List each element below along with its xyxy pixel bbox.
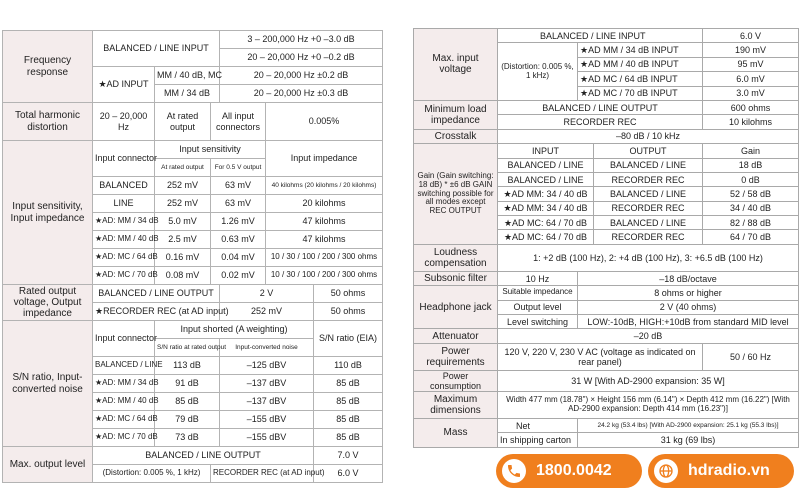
sn-rated-value: 113 dB xyxy=(155,357,220,375)
fr-ad-input-label: ★AD INPUT xyxy=(93,67,155,103)
sens-impedance: 10 / 30 / 100 / 200 / 300 ohms xyxy=(266,267,383,285)
rated-rec-impedance: 50 ohms xyxy=(314,303,383,321)
sn-connector: ★AD: MM / 40 dB xyxy=(93,393,155,411)
sens-05v-value: 63 mV xyxy=(211,177,266,195)
mass-shipping-label: In shipping carton xyxy=(498,433,578,447)
sens-05v-value: 0.04 mV xyxy=(211,249,266,267)
sens-rated-value: 0.08 mV xyxy=(155,267,211,285)
right-spec-table xyxy=(413,28,799,448)
gain-input: ★AD MC: 64 / 70 dB xyxy=(498,230,594,244)
sens-impedance: 47 kilohms xyxy=(266,231,383,249)
hp-impedance-value: 8 ohms or higher xyxy=(578,286,799,300)
gain-header-input: INPUT xyxy=(498,144,594,158)
sn-rated-value: 85 dB xyxy=(155,393,220,411)
fr-balanced-value-1: 3 – 200,000 Hz +0 –3.0 dB xyxy=(220,31,383,49)
sens-rated-value: 2.5 mV xyxy=(155,231,211,249)
sens-connector: ★AD: MC / 64 dB xyxy=(93,249,155,267)
hp-switching-label: Level switching xyxy=(498,315,578,329)
sens-impedance: 40 kilohms (20 kilohms / 20 kilohms) xyxy=(266,177,383,195)
max-input-label: Max. input voltage xyxy=(414,29,498,101)
gain-value: 64 / 70 dB xyxy=(703,230,799,244)
maxin-input-label: ★AD MM / 34 dB INPUT xyxy=(578,43,703,57)
fr-mm40-label: MM / 40 dB, MC xyxy=(155,67,220,85)
subsonic-frequency: 10 Hz xyxy=(498,271,578,285)
gain-output: BALANCED / LINE xyxy=(594,158,703,172)
dimensions-label: Maximum dimensions xyxy=(414,391,498,418)
sens-impedance: 47 kilohms xyxy=(266,213,383,231)
rated-rec-label: ★RECORDER REC (at AD input) xyxy=(93,303,220,321)
fr-mm34-value: 20 – 20,000 Hz ±0.3 dB xyxy=(220,85,383,103)
globe-icon xyxy=(654,459,678,483)
sn-rated-value: 79 dB xyxy=(155,411,220,429)
rated-rec-voltage: 252 mV xyxy=(220,303,314,321)
thd-all-inputs: All input connectors xyxy=(211,103,266,141)
sens-connector: ★AD: MM / 34 dB xyxy=(93,213,155,231)
sn-noise-value: –125 dBV xyxy=(220,357,314,375)
sn-eia-value: 85 dB xyxy=(314,375,383,393)
maxin-input-value: 95 mV xyxy=(703,57,799,71)
sens-impedance: 10 / 30 / 100 / 200 / 300 ohms xyxy=(266,249,383,267)
sens-05v-value: 1.26 mV xyxy=(211,213,266,231)
sens-connector: ★AD: MM / 40 dB xyxy=(93,231,155,249)
power-consumption-value: 31 W [With AD-2900 expansion: 35 W] xyxy=(498,370,799,391)
gain-value: 82 / 88 dB xyxy=(703,216,799,230)
maxout-balanced-value: 7.0 V xyxy=(314,447,383,465)
hp-output-label: Output level xyxy=(498,300,578,314)
sens-connector: LINE xyxy=(93,195,155,213)
sn-connector: ★AD: MC / 70 dB xyxy=(93,429,155,447)
fr-mm40-value: 20 – 20,000 Hz ±0.2 dB xyxy=(220,67,383,85)
subsonic-label: Subsonic filter xyxy=(414,271,498,285)
sens-header-05v: For 0.5 V output xyxy=(211,159,266,177)
sens-connector: ★AD: MC / 70 dB xyxy=(93,267,155,285)
maxout-distortion: (Distortion: 0.005 %, 1 kHz) xyxy=(93,465,211,483)
loudness-value: 1: +2 dB (100 Hz), 2: +4 dB (100 Hz), 3: +6.5 dB (100 Hz) xyxy=(498,244,799,271)
thd-value: 0.005% xyxy=(266,103,383,141)
gain-output: RECORDER REC xyxy=(594,230,703,244)
gain-label: Gain (Gain switching: 18 dB) * ±6 dB GAIN switching possible for all modes except REC OUTPUT xyxy=(414,144,498,245)
subsonic-slope: –18 dB/octave xyxy=(578,271,799,285)
gain-value: 18 dB xyxy=(703,158,799,172)
hp-impedance-label: Suitable impedance xyxy=(498,286,578,300)
crosstalk-label: Crosstalk xyxy=(414,129,498,143)
hp-output-value: 2 V (40 ohms) xyxy=(578,300,799,314)
maxout-rec-label: RECORDER REC (at AD input) xyxy=(211,465,314,483)
sens-connector: BALANCED xyxy=(93,177,155,195)
thd-rated: At rated output xyxy=(155,103,211,141)
crosstalk-value: –80 dB / 10 kHz xyxy=(498,129,799,143)
maxin-balanced-value: 6.0 V xyxy=(703,29,799,43)
sn-noise-value: –155 dBV xyxy=(220,429,314,447)
input-sensitivity-label: Input sensitivity, Input impedance xyxy=(3,141,93,285)
power-consumption-label: Power consumption xyxy=(414,370,498,391)
sn-noise-value: –137 dBV xyxy=(220,393,314,411)
sn-eia-value: 85 dB xyxy=(314,411,383,429)
maxin-input-value: 6.0 mV xyxy=(703,72,799,86)
sn-rated-value: 73 dB xyxy=(155,429,220,447)
sens-05v-value: 63 mV xyxy=(211,195,266,213)
maxin-input-value: 190 mV xyxy=(703,43,799,57)
maxin-input-label: ★AD MC / 64 dB INPUT xyxy=(578,72,703,86)
maxin-balanced-label: BALANCED / LINE INPUT xyxy=(498,29,703,43)
sn-header-eia: S/N ratio (EIA) xyxy=(314,321,383,357)
sens-header-connector: Input connector xyxy=(93,141,155,177)
sens-05v-value: 0.63 mV xyxy=(211,231,266,249)
thd-range: 20 – 20,000 Hz xyxy=(93,103,155,141)
sn-connector: BALANCED / LINE xyxy=(93,357,155,375)
sn-header-shorted: Input shorted (A weighting) xyxy=(155,321,314,339)
left-spec-table xyxy=(2,30,383,483)
thd-label: Total harmonic distortion xyxy=(3,103,93,141)
sn-connector: ★AD: MC / 64 dB xyxy=(93,411,155,429)
gain-output: BALANCED / LINE xyxy=(594,187,703,201)
sens-impedance: 20 kilohms xyxy=(266,195,383,213)
power-voltage: 120 V, 220 V, 230 V AC (voltage as indicated on rear panel) xyxy=(498,343,703,370)
load-rec-label: RECORDER REC xyxy=(498,115,703,129)
maxin-distortion: (Distortion: 0.005 %, 1 kHz) xyxy=(498,43,578,101)
gain-header-gain: Gain xyxy=(703,144,799,158)
frequency-response-label: Frequency response xyxy=(3,31,93,103)
gain-value: 0 dB xyxy=(703,172,799,186)
gain-output: BALANCED / LINE xyxy=(594,216,703,230)
fr-mm34-label: MM / 34 dB xyxy=(155,85,220,103)
min-load-label: Minimum load impedance xyxy=(414,100,498,129)
sn-header-rated: S/N ratio at rated output xyxy=(155,339,220,357)
sens-rated-value: 252 mV xyxy=(155,177,211,195)
power-requirements-label: Power requirements xyxy=(414,343,498,370)
gain-header-output: OUTPUT xyxy=(594,144,703,158)
loudness-label: Loudness compensation xyxy=(414,244,498,271)
power-frequency: 50 / 60 Hz xyxy=(703,343,799,370)
gain-input: ★AD MM: 34 / 40 dB xyxy=(498,187,594,201)
maxin-input-label: ★AD MM / 40 dB INPUT xyxy=(578,57,703,71)
headphone-label: Headphone jack xyxy=(414,286,498,329)
sn-ratio-label: S/N ratio, Input-converted noise xyxy=(3,321,93,447)
sens-rated-value: 5.0 mV xyxy=(155,213,211,231)
gain-output: RECORDER REC xyxy=(594,201,703,215)
sn-noise-value: –155 dBV xyxy=(220,411,314,429)
gain-output: RECORDER REC xyxy=(594,172,703,186)
mass-net-value: 24.2 kg (53.4 lbs) [With AD-2900 expansion: 25.1 kg (55.3 lbs)] xyxy=(578,418,799,432)
sn-connector: ★AD: MM / 34 dB xyxy=(93,375,155,393)
hp-switching-value: LOW:-10dB, HIGH:+10dB from standard MID level xyxy=(578,315,799,329)
mass-label: Mass xyxy=(414,418,498,447)
sens-header-rated: At rated output xyxy=(155,159,211,177)
hotline-badge[interactable] xyxy=(496,454,642,488)
maxout-rec-value: 6.0 V xyxy=(314,465,383,483)
rated-balanced-impedance: 50 ohms xyxy=(314,285,383,303)
sens-rated-value: 0.16 mV xyxy=(155,249,211,267)
load-rec-value: 10 kilohms xyxy=(703,115,799,129)
maxout-balanced-label: BALANCED / LINE OUTPUT xyxy=(93,447,314,465)
sn-eia-value: 110 dB xyxy=(314,357,383,375)
gain-value: 52 / 58 dB xyxy=(703,187,799,201)
rated-balanced-voltage: 2 V xyxy=(220,285,314,303)
phone-icon xyxy=(502,459,526,483)
sens-rated-value: 252 mV xyxy=(155,195,211,213)
maxin-input-label: ★AD MC / 70 dB INPUT xyxy=(578,86,703,100)
sn-eia-value: 85 dB xyxy=(314,429,383,447)
max-output-label: Max. output level xyxy=(3,447,93,483)
gain-value: 34 / 40 dB xyxy=(703,201,799,215)
sn-eia-value: 85 dB xyxy=(314,393,383,411)
mass-net-label: Net xyxy=(498,418,578,432)
gain-input: ★AD MM: 34 / 40 dB xyxy=(498,201,594,215)
sn-rated-value: 91 dB xyxy=(155,375,220,393)
attenuator-value: –20 dB xyxy=(498,329,799,343)
rated-balanced-label: BALANCED / LINE OUTPUT xyxy=(93,285,220,303)
gain-input: ★AD MC: 64 / 70 dB xyxy=(498,216,594,230)
sens-header-sensitivity: Input sensitivity xyxy=(155,141,266,159)
hotline-number: 1800.0042 xyxy=(536,462,612,479)
sens-header-impedance: Input impedance xyxy=(266,141,383,177)
sn-header-noise: Input-converted noise xyxy=(220,339,314,357)
attenuator-label: Attenuator xyxy=(414,329,498,343)
sn-noise-value: –137 dBV xyxy=(220,375,314,393)
load-balanced-label: BALANCED / LINE OUTPUT xyxy=(498,100,703,114)
website-badge[interactable] xyxy=(648,454,794,488)
fr-balanced-label: BALANCED / LINE INPUT xyxy=(93,31,220,67)
mass-shipping-value: 31 kg (69 lbs) xyxy=(578,433,799,447)
maxin-input-value: 3.0 mV xyxy=(703,86,799,100)
website-url: hdradio.vn xyxy=(688,462,770,479)
load-balanced-value: 600 ohms xyxy=(703,100,799,114)
sn-header-connector: Input connector xyxy=(93,321,155,357)
gain-input: BALANCED / LINE xyxy=(498,172,594,186)
dimensions-value: Width 477 mm (18.78") × Height 156 mm (6.14") × Depth 412 mm (16.22") [With AD-2900 expansion: Depth 414 mm (16.23")] xyxy=(498,391,799,418)
sens-05v-value: 0.02 mV xyxy=(211,267,266,285)
gain-input: BALANCED / LINE xyxy=(498,158,594,172)
fr-balanced-value-2: 20 – 20,000 Hz +0 –0.2 dB xyxy=(220,49,383,67)
rated-output-label: Rated output voltage, Output impedance xyxy=(3,285,93,321)
